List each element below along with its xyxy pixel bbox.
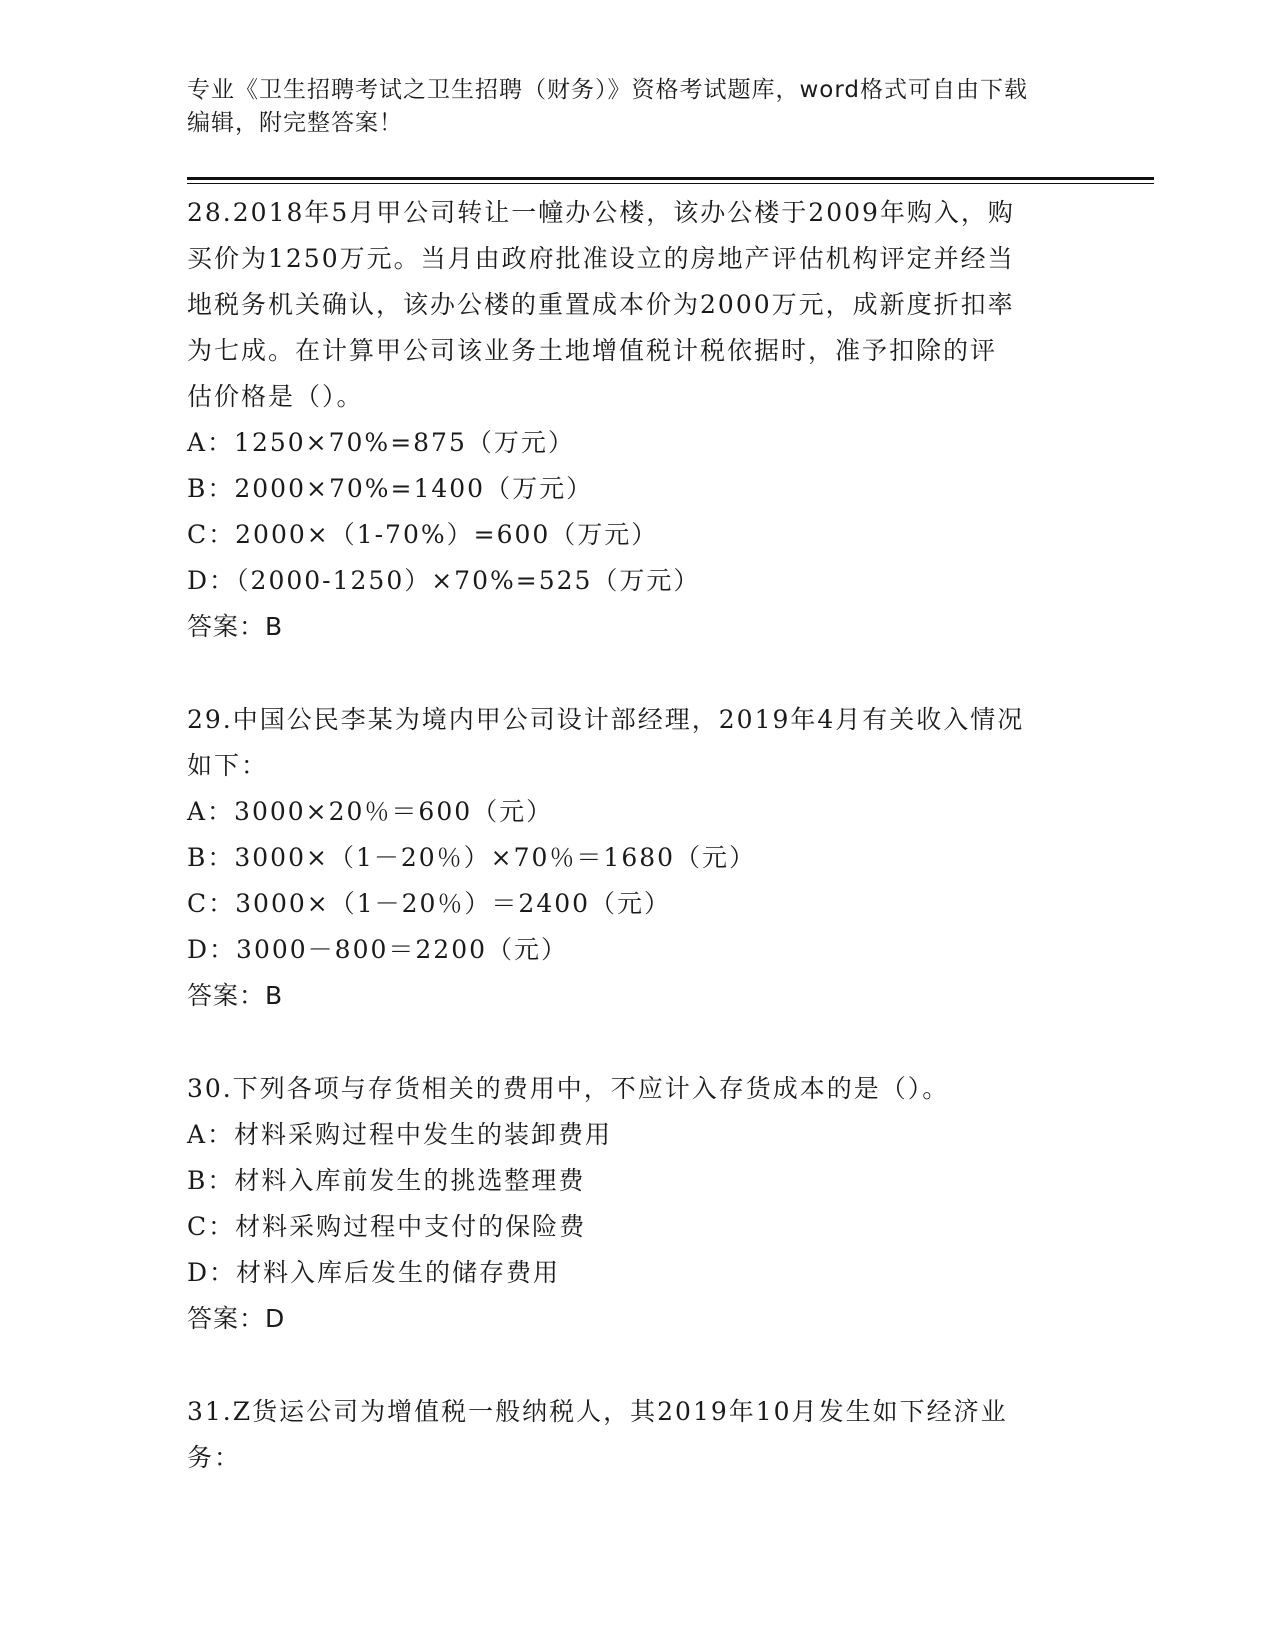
- option-c: C：2000×（1-70%）=600（万元）: [187, 520, 659, 549]
- header-line-1: 专业《卫生招聘考试之卫生招聘（财务）》资格考试题库，word格式可自由下载: [187, 77, 1029, 103]
- answer-line: 答案：B: [187, 612, 284, 641]
- question-31: [187, 1389, 1087, 1481]
- option-d: D：（2000-1250）×70%=525（万元）: [187, 566, 701, 595]
- question-stem-line: 地税务机关确认，该办公楼的重置成本价为2000万元，成新度折扣率: [187, 290, 1015, 319]
- option-a: A：3000×20％＝600（元）: [187, 797, 554, 826]
- option-b: B：材料入库前发生的挑选整理费: [187, 1166, 586, 1195]
- header-line-2: 编辑，附完整答案！: [187, 110, 403, 136]
- option-a: A：材料采购过程中发生的装卸费用: [187, 1120, 613, 1149]
- option-c: C：3000×（1－20％）＝2400（元）: [187, 889, 672, 918]
- question-stem-line: 31.Z货运公司为增值税一般纳税人，其2019年10月发生如下经济业: [187, 1397, 1008, 1426]
- question-stem-line: 务：: [187, 1443, 242, 1472]
- question-30: [187, 1066, 1087, 1342]
- question-stem-line: 估价格是（）。: [187, 382, 364, 411]
- option-d: D：3000－800＝2200（元）: [187, 935, 569, 964]
- answer-line: 答案：B: [187, 981, 284, 1010]
- header-divider-thin: [187, 183, 1154, 184]
- question-29: [187, 697, 1087, 1019]
- option-b: B：3000×（1－20％）×70％＝1680（元）: [187, 843, 757, 872]
- option-d: D：材料入库后发生的储存费用: [187, 1258, 561, 1287]
- header-divider-thick: [187, 177, 1154, 180]
- question-stem-line: 28.2018年5月甲公司转让一幢办公楼，该办公楼于2009年购入，购: [187, 198, 1015, 227]
- option-b: B：2000×70%=1400（万元）: [187, 474, 594, 503]
- document-header: [187, 74, 1087, 140]
- question-stem-line: 如下：: [187, 751, 269, 780]
- answer-line: 答案：D: [187, 1304, 286, 1333]
- question-28: [187, 190, 1087, 650]
- option-a: A：1250×70%=875（万元）: [187, 428, 575, 457]
- question-list: [187, 190, 1087, 1481]
- option-c: C：材料采购过程中支付的保险费: [187, 1212, 587, 1241]
- question-stem-line: 买价为1250万元。当月由政府批准设立的房地产评估机构评定并经当: [187, 244, 1015, 273]
- question-stem-line: 29.中国公民李某为境内甲公司设计部经理，2019年4月有关收入情况: [187, 705, 1025, 734]
- question-stem-line: 为七成。在计算甲公司该业务土地增值税计税依据时，准予扣除的评: [187, 336, 998, 365]
- question-stem-line: 30.下列各项与存货相关的费用中，不应计入存货成本的是（）。: [187, 1074, 950, 1103]
